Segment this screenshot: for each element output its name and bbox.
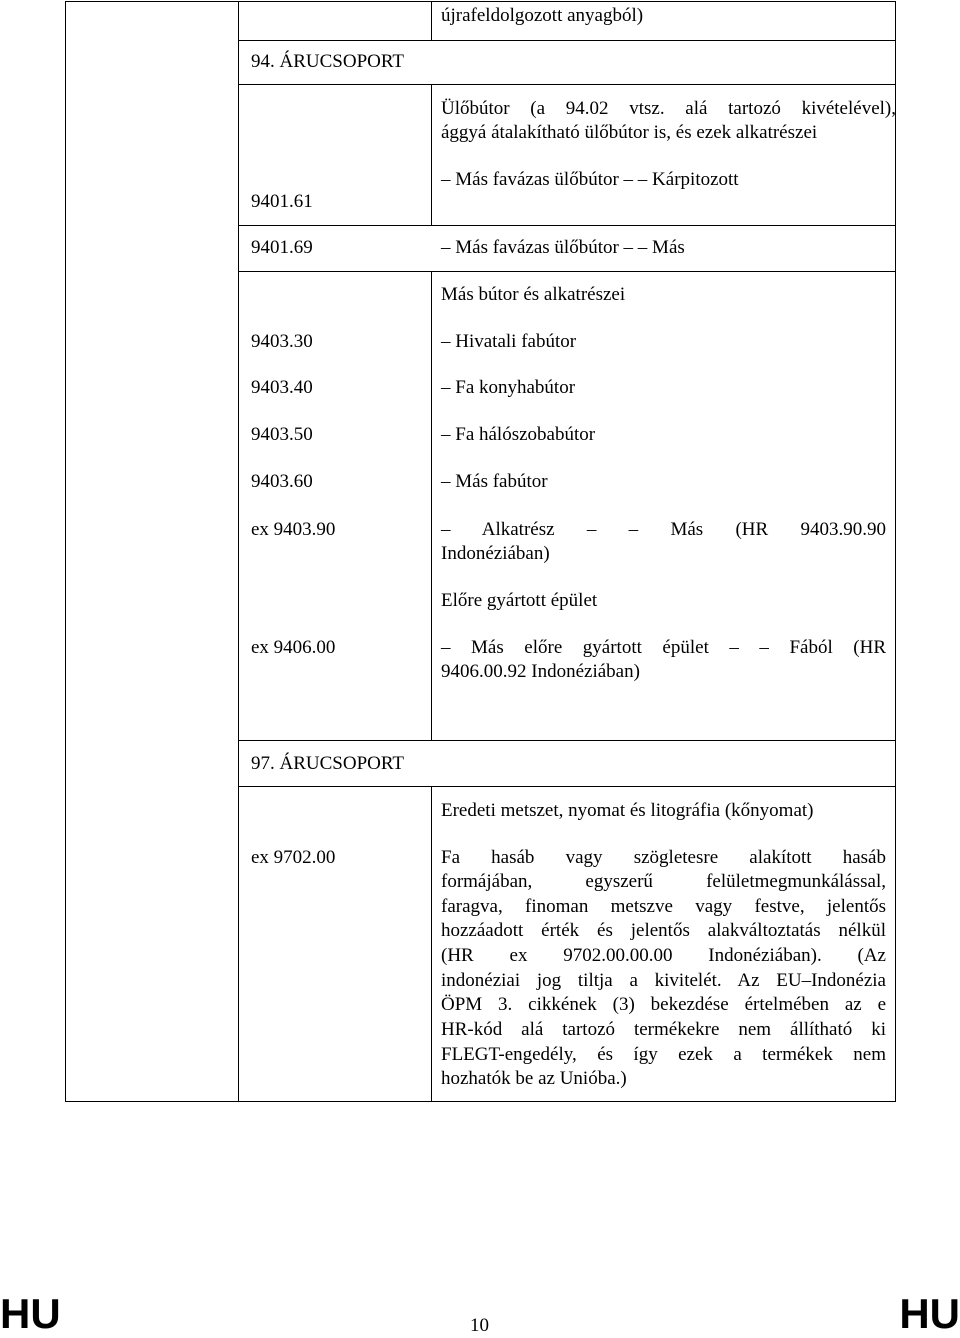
row-rule	[238, 786, 896, 787]
tariff-code: 9401.61	[251, 191, 313, 212]
description-line: Fa hasáb vagy szögletesre alakított hasáb	[441, 847, 886, 868]
row-description: Előre gyártott épület	[441, 590, 598, 611]
description-line: hozzáadott érték és jelentős alakváltoztatás nélkül	[441, 920, 886, 941]
row-description: Indonéziában)	[441, 543, 550, 564]
description-line: formájában, egyszerű felületmegmunkálással,	[441, 871, 886, 892]
row-rule	[238, 84, 896, 85]
row-rule	[238, 271, 896, 272]
chapter-heading: 94. ÁRUCSOPORT	[251, 51, 405, 72]
row-description: – Más favázas ülőbútor – – Kárpitozott	[441, 169, 739, 190]
tariff-code: ex 9403.90	[251, 519, 336, 540]
row-rule	[238, 40, 896, 41]
tariff-code: 9403.50	[251, 424, 313, 445]
row-description: – Más előre gyártott épület – – Fából (HR	[441, 637, 886, 658]
row-description: – Alkatrész – – Más (HR 9403.90.90	[441, 519, 886, 540]
tariff-code: 9403.40	[251, 377, 313, 398]
tariff-code: ex 9406.00	[251, 637, 336, 658]
tariff-code: 9403.60	[251, 471, 313, 492]
row-description: – Más fabútor	[441, 471, 548, 492]
row-description: Eredeti metszet, nyomat és litográfia (kőnyomat)	[441, 800, 814, 821]
tariff-code: ex 9702.00	[251, 847, 336, 868]
row-description: – Fa hálószobabútor	[441, 424, 596, 445]
description-line: hozhatók be az Unióba.)	[441, 1068, 627, 1089]
footer-language-code-left: HU	[0, 1290, 61, 1337]
description-line: (HR ex 9702.00.00.00 Indonéziában). (Az	[441, 945, 886, 966]
row-description: – Hivatali fabútor	[441, 331, 577, 352]
row-description: Más bútor és alkatrészei	[441, 284, 626, 305]
row-rule	[238, 225, 896, 226]
footer-language-code-right: HU	[899, 1290, 960, 1337]
row-description: – Más favázas ülőbútor – – Más	[441, 237, 685, 258]
description-line: HR-kód alá tartozó termékekre nem állítható ki	[441, 1019, 886, 1040]
row-description: ággyá átalakítható ülőbútor is, és ezek alkatrészei	[441, 122, 818, 143]
row-rule	[238, 740, 896, 741]
row-description: 9406.00.92 Indonéziában)	[441, 661, 640, 682]
chapter-heading: 97. ÁRUCSOPORT	[251, 753, 405, 774]
tariff-code: 9403.30	[251, 331, 313, 352]
description-line: FLEGT-engedély, és így ezek a termékek nem	[441, 1044, 886, 1065]
description-line: faragva, finoman metszve vagy festve, jelentős	[441, 896, 886, 917]
column-divider	[431, 786, 432, 1102]
row-description: újrafeldolgozott anyagból)	[441, 5, 644, 26]
description-line: ÖPM 3. cikkének (3) bekezdése értelmében az e	[441, 994, 886, 1015]
inner-left-border	[238, 1, 239, 1102]
description-line: indonéziai jog tiltja a kivitelét. Az EU–Indonézia	[441, 970, 886, 991]
page-number: 10	[470, 1315, 489, 1336]
row-description: Ülőbútor (a 94.02 vtsz. alá tartozó kivételével),	[441, 98, 896, 119]
row-description: – Fa konyhabútor	[441, 377, 576, 398]
tariff-code: 9401.69	[251, 237, 313, 258]
column-divider	[431, 84, 432, 225]
column-divider-top	[431, 1, 432, 40]
column-divider	[431, 271, 432, 740]
